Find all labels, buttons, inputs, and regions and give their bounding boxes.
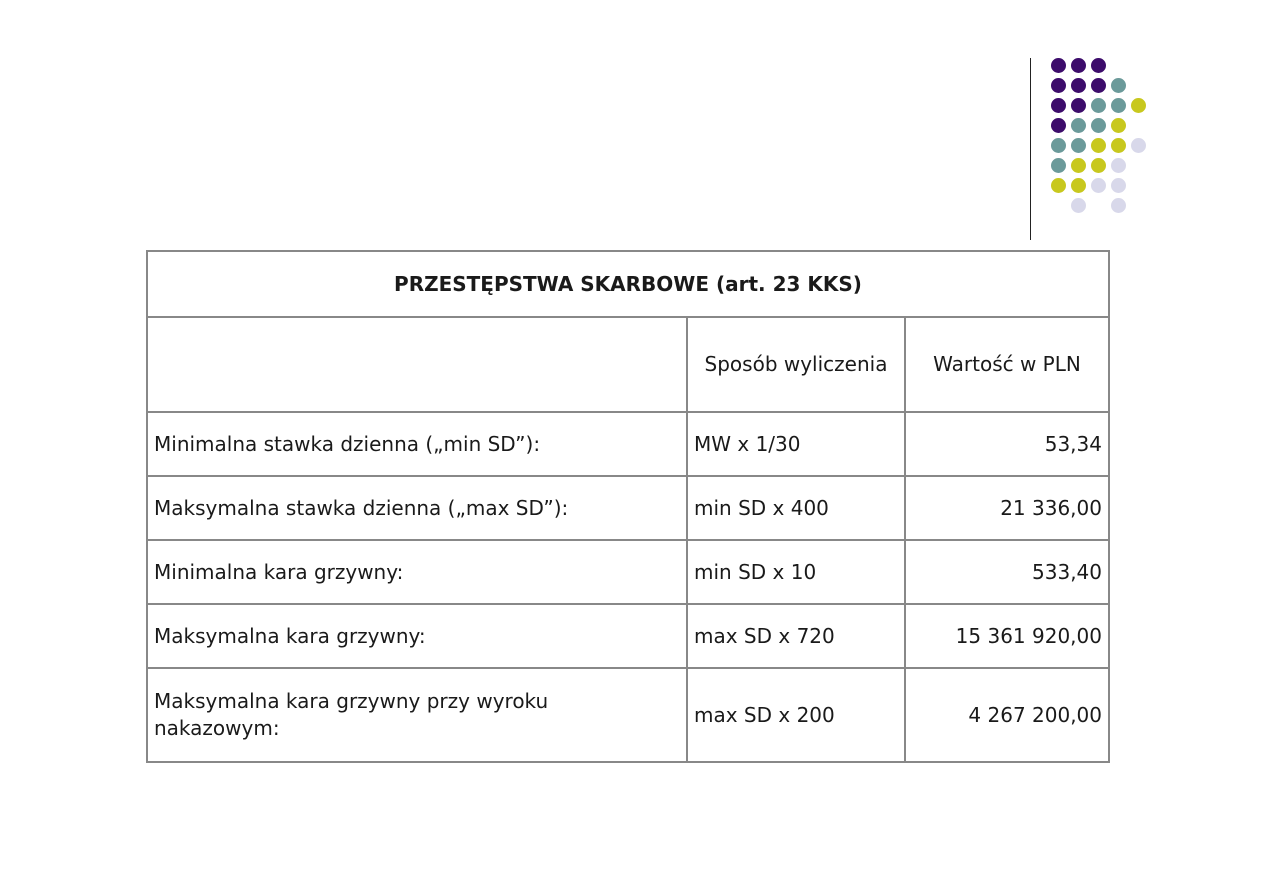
decorative-dot <box>1071 58 1086 73</box>
header-empty <box>147 317 687 412</box>
decorative-dot <box>1111 198 1126 213</box>
row-value: 21 336,00 <box>905 476 1109 540</box>
table-row <box>147 540 1109 604</box>
row-method: max SD x 720 <box>687 604 905 668</box>
decorative-dot <box>1111 98 1126 113</box>
header-method: Sposób wyliczenia <box>687 317 905 412</box>
decorative-dot <box>1071 158 1086 173</box>
decorative-dot <box>1111 178 1126 193</box>
decorative-dot <box>1051 178 1066 193</box>
decorative-dot <box>1091 118 1106 133</box>
row-label: Minimalna kara grzywny: <box>147 540 687 604</box>
decorative-dot <box>1051 98 1066 113</box>
row-method: max SD x 200 <box>687 668 905 762</box>
decorative-dot <box>1051 58 1066 73</box>
decorative-dot <box>1051 78 1066 93</box>
decorative-dot <box>1091 158 1106 173</box>
row-label: Minimalna stawka dzienna („min SD”): <box>147 412 687 476</box>
row-method: min SD x 400 <box>687 476 905 540</box>
table-row <box>147 412 1109 476</box>
row-label: Maksymalna kara grzywny: <box>147 604 687 668</box>
row-value: 15 361 920,00 <box>905 604 1109 668</box>
decorative-dot <box>1091 178 1106 193</box>
decorative-dot <box>1071 178 1086 193</box>
row-label: Maksymalna kara grzywny przy wyroku nakazowym: <box>147 668 687 762</box>
row-label: Maksymalna stawka dzienna („max SD”): <box>147 476 687 540</box>
decorative-dot <box>1071 118 1086 133</box>
row-value: 533,40 <box>905 540 1109 604</box>
decorative-dot <box>1051 118 1066 133</box>
divider-line <box>1030 58 1031 240</box>
decorative-dot <box>1111 78 1126 93</box>
decorative-dot <box>1091 98 1106 113</box>
decorative-dot <box>1091 138 1106 153</box>
decorative-dot <box>1091 58 1106 73</box>
decorative-dot <box>1071 98 1086 113</box>
table-title: PRZESTĘPSTWA SKARBOWE (art. 23 KKS) <box>147 251 1109 317</box>
decorative-dot <box>1071 198 1086 213</box>
decorative-dot <box>1111 118 1126 133</box>
row-value: 4 267 200,00 <box>905 668 1109 762</box>
decorative-dot <box>1071 78 1086 93</box>
decorative-dot <box>1111 158 1126 173</box>
decorative-dot <box>1051 158 1066 173</box>
row-method: MW x 1/30 <box>687 412 905 476</box>
row-method: min SD x 10 <box>687 540 905 604</box>
decorative-dot <box>1131 98 1146 113</box>
decorative-dot <box>1131 138 1146 153</box>
table-row <box>147 668 1109 762</box>
table-row <box>147 476 1109 540</box>
decorative-dot-grid <box>1051 58 1151 218</box>
row-value: 53,34 <box>905 412 1109 476</box>
decorative-dot <box>1111 138 1126 153</box>
header-value: Wartość w PLN <box>905 317 1109 412</box>
table-row <box>147 604 1109 668</box>
decorative-dot <box>1051 138 1066 153</box>
decorative-dot <box>1071 138 1086 153</box>
fines-table <box>146 250 1110 763</box>
decorative-dot <box>1091 78 1106 93</box>
